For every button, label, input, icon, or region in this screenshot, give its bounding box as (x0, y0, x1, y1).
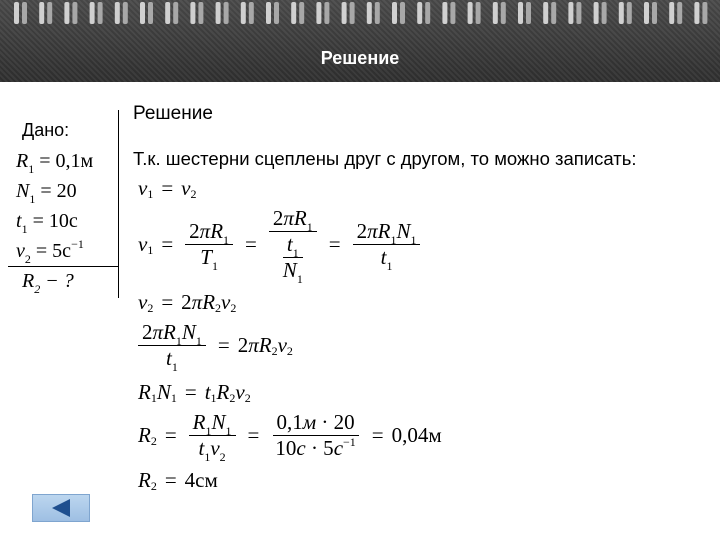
given-item: $R_1 = 0,1м$ (16, 150, 94, 176)
equation-7: R 2 = 4см (138, 468, 218, 493)
ring (468, 2, 481, 24)
ring (392, 2, 405, 24)
given-list (16, 146, 93, 266)
ring (594, 2, 607, 24)
ring (367, 2, 380, 24)
equation-1: ν 1 = ν 2 (138, 176, 197, 201)
ring (669, 2, 682, 24)
equation-6: R 2 = $\frac{R_1N_1}{t_1\nu_2}$ = $\frac{0,1м \cdot 20}{10с \cdot 5с^{-1}}$ = 0,04м (138, 410, 442, 464)
ring (493, 2, 506, 24)
ring (291, 2, 304, 24)
ring (90, 2, 103, 24)
ring (543, 2, 556, 24)
intro-text: Т.к. шестерни сцеплены друг с другом, то можно записать: (133, 148, 637, 169)
triangle-left-icon (50, 498, 72, 518)
equation-4: $\frac{2\pi R_1N_1}{t_1}$ = 2 πR 2 ν 2 (134, 320, 293, 371)
ring (442, 2, 455, 24)
given-item: $N_1 = 20$ (16, 180, 77, 206)
solution-heading: Решение (133, 103, 213, 124)
slide-header (0, 0, 720, 82)
ring (241, 2, 254, 24)
ring (619, 2, 632, 24)
given-label: Дано: (22, 120, 70, 140)
equation-3: ν 2 = 2 πR 2 ν 2 (138, 290, 237, 315)
result-value: 0,04м (391, 423, 442, 447)
given-item: $t_1 = 10с$ (16, 210, 78, 236)
given-item: $\nu_2 = 5с^{-1}$ (16, 237, 84, 266)
slide-title: Решение (320, 48, 400, 68)
equation-5: R 1 N 1 = t 1 R 2 ν 2 (138, 380, 251, 405)
ring (140, 2, 153, 24)
notebook-rings (0, 0, 720, 28)
final-answer: 4см (184, 468, 218, 492)
ring (644, 2, 657, 24)
ring (417, 2, 430, 24)
ring (568, 2, 581, 24)
given-divider-vertical (118, 110, 119, 298)
ring (342, 2, 355, 24)
ring (316, 2, 329, 24)
ring (518, 2, 531, 24)
ring (165, 2, 178, 24)
ring (115, 2, 128, 24)
given-divider-horizontal (8, 266, 118, 267)
unknown-quantity: $R_2$ − ? (22, 270, 74, 296)
back-button[interactable] (32, 494, 90, 522)
ring (64, 2, 77, 24)
ring (14, 2, 27, 24)
ring (694, 2, 707, 24)
equation-2: ν 1 = $\frac{2\pi R_1}{T_1}$ = $\frac{2\pi R_1}{\frac{t_1}{N_1}}$ = $\frac{2\pi R_1N_1}{t_1}$ (138, 206, 424, 283)
ring (39, 2, 52, 24)
ring (190, 2, 203, 24)
ring (266, 2, 279, 24)
ring (216, 2, 229, 24)
